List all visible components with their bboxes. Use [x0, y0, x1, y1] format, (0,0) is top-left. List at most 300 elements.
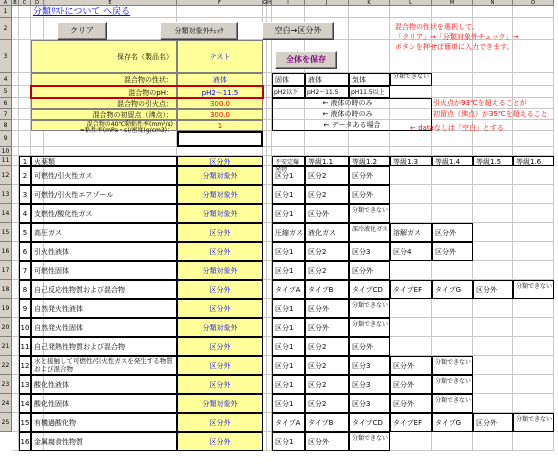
row-header[interactable]: 5	[0, 86, 12, 98]
grid-cell[interactable]	[19, 18, 31, 40]
mixture-state-value[interactable]: 液体	[177, 73, 263, 86]
grid-cell[interactable]	[12, 204, 19, 223]
state-option[interactable]: 分類できない	[390, 73, 432, 86]
hazard-name: 自己反応性物質および混合物	[31, 280, 177, 299]
instruction-note: ボタンを押せば簡単に入力できます。	[395, 43, 514, 51]
grid-cell[interactable]	[432, 299, 473, 318]
grid-cell[interactable]	[12, 356, 19, 375]
classification-option[interactable]: 区分1	[272, 356, 305, 375]
grid-cell[interactable]	[473, 86, 513, 98]
grid-cell[interactable]	[12, 73, 19, 86]
grid-cell[interactable]	[473, 299, 513, 318]
grid-cell[interactable]	[473, 147, 513, 156]
classification-result[interactable]: 区分外	[177, 156, 263, 166]
classification-option[interactable]: 圧縮ガス	[272, 223, 305, 242]
grid-cell[interactable]	[513, 223, 554, 242]
classification-option[interactable]: 区分4	[390, 242, 432, 261]
grid-cell[interactable]	[12, 109, 19, 120]
grid-cell[interactable]	[513, 73, 554, 86]
grid-cell[interactable]	[12, 166, 19, 185]
classification-option[interactable]: 区分外	[349, 261, 390, 280]
grid-cell[interactable]	[473, 318, 513, 337]
hazard-name: 可燃性固体	[31, 261, 177, 280]
state-option[interactable]: 気体	[349, 73, 390, 86]
classification-option[interactable]: 等級1.5	[473, 156, 513, 166]
state-option[interactable]: 固体	[272, 73, 305, 86]
grid-cell[interactable]	[12, 432, 19, 451]
grid-cell[interactable]	[432, 6, 473, 18]
grid-cell[interactable]	[432, 185, 473, 204]
product-name-label: 保存名（製品名）	[31, 40, 177, 73]
grid-cell[interactable]	[12, 375, 19, 394]
row-header[interactable]: 10	[0, 147, 12, 156]
classification-option[interactable]: 等級1.2	[349, 156, 390, 166]
row-header[interactable]: 11	[0, 156, 12, 166]
row-header[interactable]: 16	[0, 242, 12, 261]
hazard-name: 酸化性固体	[31, 394, 177, 413]
classification-option[interactable]: 区分1	[272, 185, 305, 204]
row-header[interactable]: 1	[0, 6, 12, 18]
grid-cell[interactable]	[390, 6, 432, 18]
grid-cell[interactable]	[19, 147, 31, 156]
column-header[interactable]: M	[432, 0, 473, 6]
row-number-cell: 1	[19, 156, 31, 166]
classification-option[interactable]: 区分2	[305, 356, 349, 375]
grid-cell[interactable]	[432, 166, 473, 185]
grid-cell[interactable]	[473, 204, 513, 223]
grid-cell[interactable]	[390, 166, 432, 185]
state-option[interactable]: 液体	[305, 73, 349, 86]
row-number-cell: 15	[19, 413, 31, 432]
classification-option[interactable]: 区分2	[305, 337, 349, 356]
classification-option[interactable]: 区分外	[390, 375, 432, 394]
grid-cell[interactable]	[432, 86, 473, 98]
classification-option[interactable]: 区分2	[305, 394, 349, 413]
row-header[interactable]: 15	[0, 223, 12, 242]
classification-result[interactable]: 分類対象外	[177, 318, 263, 337]
viscosity-label-line2: =粘性率(mPa・s)/密度(g/cm3)：	[79, 127, 173, 135]
flash-point-value[interactable]: 300.0	[177, 98, 263, 109]
classification-option[interactable]: 区分外	[349, 166, 390, 185]
side-note-boil: 初留点（沸点）が35℃を超えること	[433, 110, 548, 118]
side-note-blank: ← dataなしは「空白」とする	[410, 124, 504, 132]
classification-option[interactable]: タイプB	[305, 280, 349, 299]
classification-option[interactable]: 分類できない	[349, 204, 390, 223]
classification-option[interactable]: 区分2	[305, 242, 349, 261]
save-all-button[interactable]: 全体を保存	[275, 51, 337, 69]
classification-option[interactable]: 区分2	[305, 185, 349, 204]
grid-cell[interactable]	[473, 394, 513, 413]
row-header[interactable]: 2	[0, 18, 12, 40]
classification-option[interactable]: 等級1.3	[390, 156, 432, 166]
classification-option[interactable]: 区分3	[349, 394, 390, 413]
classification-option[interactable]: 区分2	[305, 261, 349, 280]
row-header[interactable]: 14	[0, 204, 12, 223]
hazard-name: 酸化性液体	[31, 375, 177, 394]
classification-option[interactable]: 分類できない	[432, 394, 473, 413]
boiling-point-label: 混合物の初留点（沸点）：	[31, 109, 177, 120]
hazard-name: 火薬類	[31, 156, 177, 166]
classification-result[interactable]: 区分外	[177, 280, 263, 299]
classification-option[interactable]: タイプCD	[349, 413, 390, 432]
ph-highlight-frame	[30, 85, 264, 99]
grid-cell[interactable]	[432, 432, 473, 451]
column-header[interactable]: H	[267, 0, 271, 6]
classification-option[interactable]: 区分外	[473, 280, 513, 299]
grid-cell[interactable]	[390, 86, 432, 98]
column-header[interactable]: O	[513, 0, 554, 6]
mixture-ph-value[interactable]: pH2～11.5	[177, 86, 263, 98]
classification-option[interactable]: 区分1	[272, 375, 305, 394]
grid-cell[interactable]	[390, 204, 432, 223]
row-number-cell: 13	[19, 375, 31, 394]
classification-option[interactable]: 区分外	[349, 185, 390, 204]
row-number-cell: 11	[19, 337, 31, 356]
grid-cell[interactable]	[513, 432, 554, 451]
back-link[interactable]: 分類ﾘｽﾄについて へ戻る	[33, 7, 131, 17]
grid-cell[interactable]	[513, 375, 554, 394]
flash-note: ← 液体の時のみ	[322, 99, 373, 107]
mixture-state-label: 混合物の性状：	[31, 73, 177, 86]
classification-option[interactable]: 区分1	[272, 242, 305, 261]
hazard-name: 可燃性/引火性ガス	[31, 166, 177, 185]
classification-option[interactable]: 不安定爆発物	[272, 156, 305, 166]
row-number-cell: 10	[19, 318, 31, 337]
hazard-name: 金属腐食性物質	[31, 432, 177, 451]
classification-option[interactable]: 区分3	[349, 356, 390, 375]
classification-result[interactable]: 分類対象外	[177, 185, 263, 204]
classification-option[interactable]: 区分1	[272, 318, 305, 337]
grid-cell[interactable]	[432, 204, 473, 223]
classification-option[interactable]: タイプEF	[390, 413, 432, 432]
grid-cell[interactable]	[305, 131, 349, 147]
product-name-value[interactable]: テスト	[177, 40, 263, 73]
side-note-flash: 引火点が93℃を超えることが	[433, 99, 527, 107]
classification-option[interactable]: 区分外	[305, 299, 349, 318]
grid-cell[interactable]	[31, 18, 44, 40]
ph-option[interactable]: pH2以下	[272, 86, 305, 98]
boil-note: ← 液体の時のみ	[322, 110, 373, 118]
grid-cell[interactable]	[272, 131, 305, 147]
grid-cell[interactable]	[513, 261, 554, 280]
grid-cell[interactable]	[390, 337, 432, 356]
classification-result[interactable]: 区分外	[177, 432, 263, 451]
grid-cell[interactable]	[513, 204, 554, 223]
grid-cell[interactable]	[305, 6, 349, 18]
grid-cell[interactable]	[349, 147, 390, 156]
row-header[interactable]: 18	[0, 280, 12, 299]
grid-cell[interactable]	[473, 185, 513, 204]
grid-cell[interactable]	[12, 223, 19, 242]
grid-cell[interactable]	[390, 299, 432, 318]
grid-cell[interactable]	[305, 147, 349, 156]
flash-point-label: 混合物の引火点：	[31, 98, 177, 109]
grid-cell[interactable]	[390, 185, 432, 204]
classification-result[interactable]: 分類対象外	[177, 166, 263, 185]
classification-option[interactable]: 区分1	[272, 204, 305, 223]
grid-cell[interactable]	[390, 261, 432, 280]
classification-option[interactable]: 液化ガス	[305, 223, 349, 242]
row-number-cell: 9	[19, 299, 31, 318]
row-number-cell: 8	[19, 280, 31, 299]
grid-cell[interactable]	[12, 299, 19, 318]
classification-result[interactable]: 区分外	[177, 223, 263, 242]
classification-option[interactable]: 等級1.1	[305, 156, 349, 166]
active-cell[interactable]	[177, 131, 263, 147]
classification-option[interactable]: タイプEF	[390, 280, 432, 299]
row-header[interactable]: 7	[0, 109, 12, 120]
column-header[interactable]: I	[272, 0, 305, 6]
column-header[interactable]: B	[12, 0, 19, 6]
column-header[interactable]: N	[473, 0, 513, 6]
classification-result[interactable]: 区分外	[177, 337, 263, 356]
row-header[interactable]: 24	[0, 394, 12, 413]
classification-option[interactable]: 分類できない	[349, 432, 390, 451]
classification-option[interactable]: 区分3	[349, 375, 390, 394]
check-button[interactable]: 分類対象外ﾁｪｯｸ	[160, 22, 238, 40]
instruction-note: 「クリア」→「分類対象外チェック」→	[395, 33, 519, 41]
hazard-name: 有機過酸化物	[31, 413, 177, 432]
grid-cell[interactable]	[513, 356, 554, 375]
classification-result[interactable]: 区分外	[177, 356, 263, 375]
viscosity-label-line1: 混合物の40℃動粘性率(mm²/s)	[86, 121, 173, 128]
column-header[interactable]: F	[177, 0, 263, 6]
hazard-name: 自然発火性固体	[31, 318, 177, 337]
row-header[interactable]: 9	[0, 131, 12, 147]
column-header[interactable]: D	[31, 0, 44, 6]
row-header[interactable]: 19	[0, 299, 12, 318]
grid-cell[interactable]	[513, 147, 554, 156]
grid-cell[interactable]	[272, 147, 305, 156]
clear-button[interactable]: クリア	[57, 22, 107, 40]
grid-cell[interactable]	[513, 185, 554, 204]
classification-option[interactable]: 等級1.4	[432, 156, 473, 166]
grid-cell[interactable]	[513, 86, 554, 98]
row-number-cell: 6	[19, 242, 31, 261]
grid-cell[interactable]	[12, 413, 19, 432]
grid-cell[interactable]	[272, 6, 305, 18]
classification-result[interactable]: 分類対象外	[177, 261, 263, 280]
classification-option[interactable]: 分類できない	[513, 413, 554, 432]
classification-option[interactable]: 区分1	[272, 337, 305, 356]
classification-option[interactable]: 溶解ガス	[390, 223, 432, 242]
column-header[interactable]: G	[263, 0, 267, 6]
classification-option[interactable]: 区分外	[305, 204, 349, 223]
grid-cell[interactable]	[473, 261, 513, 280]
hazard-name: 自然発火性液体	[31, 299, 177, 318]
classification-option[interactable]: 区分1	[272, 432, 305, 451]
hazard-name: 水と接触して可燃性/引火性ガスを発生する物質および混合物	[31, 356, 177, 375]
grid-cell[interactable]	[12, 18, 19, 40]
classification-option[interactable]: 区分3	[349, 242, 390, 261]
classification-option[interactable]: 分類できない	[513, 280, 554, 299]
column-header[interactable]: C	[19, 0, 31, 6]
classification-option[interactable]: 区分1	[272, 299, 305, 318]
boiling-point-value[interactable]: 300.0	[177, 109, 263, 120]
grid-cell[interactable]	[19, 109, 31, 120]
column-header[interactable]: K	[349, 0, 390, 6]
grid-cell[interactable]	[473, 242, 513, 261]
grid-cell[interactable]	[513, 166, 554, 185]
classification-option[interactable]: タイプA	[272, 280, 305, 299]
grid-cell[interactable]	[390, 147, 432, 156]
classification-option[interactable]: 区分外	[390, 394, 432, 413]
classification-option[interactable]: 区分外	[305, 318, 349, 337]
grid-cell[interactable]	[513, 299, 554, 318]
hazard-name: 引火性液体	[31, 242, 177, 261]
grid-cell[interactable]	[473, 166, 513, 185]
grid-cell[interactable]	[12, 337, 19, 356]
classification-option[interactable]: 区分外	[473, 413, 513, 432]
grid-cell[interactable]	[390, 432, 432, 451]
grid-cell[interactable]	[473, 337, 513, 356]
hazard-name: 自己発熱性物質および混合物	[31, 337, 177, 356]
grid-cell[interactable]	[44, 147, 177, 156]
grid-cell[interactable]	[12, 86, 19, 98]
grid-cell[interactable]	[349, 40, 390, 73]
classification-result[interactable]: 分類対象外	[177, 394, 263, 413]
data-note: ← データある場合	[323, 121, 381, 129]
column-header[interactable]: E	[44, 0, 177, 6]
ph-option[interactable]: pH11.5以上	[349, 86, 390, 98]
row-header[interactable]: 12	[0, 166, 12, 185]
grid-cell[interactable]	[12, 394, 19, 413]
reference-box	[272, 98, 432, 131]
row-header[interactable]: 20	[0, 318, 12, 337]
classification-option[interactable]: 区分外	[432, 223, 473, 242]
row-header[interactable]: 4	[0, 73, 12, 86]
grid-cell[interactable]	[19, 131, 31, 147]
grid-cell[interactable]	[390, 318, 432, 337]
grid-cell[interactable]	[513, 242, 554, 261]
classification-option[interactable]: 区分外	[349, 337, 390, 356]
grid-cell[interactable]	[19, 40, 31, 73]
grid-cell[interactable]	[12, 120, 19, 131]
grid-cell[interactable]	[177, 147, 263, 156]
grid-cell[interactable]	[349, 18, 390, 40]
classification-option[interactable]: 区分2	[305, 166, 349, 185]
classification-option[interactable]: タイプB	[305, 413, 349, 432]
hazard-name: 可燃性/引火性エアゾール	[31, 185, 177, 204]
hazard-name: 高圧ガス	[31, 223, 177, 242]
row-header[interactable]: 22	[0, 356, 12, 375]
mixture-ph-label: 混合物のpH：	[31, 86, 177, 98]
row-header[interactable]: 23	[0, 375, 12, 394]
row-number-cell: 7	[19, 261, 31, 280]
ph-option[interactable]: pH2～11.5	[305, 86, 349, 98]
grid-cell[interactable]	[19, 98, 31, 109]
viscosity-label	[31, 120, 177, 135]
row-number-cell: 5	[19, 223, 31, 242]
grid-cell[interactable]	[473, 375, 513, 394]
grid-cell[interactable]	[19, 6, 31, 18]
grid-cell[interactable]	[12, 147, 19, 156]
grid-cell[interactable]	[349, 131, 390, 147]
row-header[interactable]: 21	[0, 337, 12, 356]
row-number-cell: 12	[19, 356, 31, 375]
column-header[interactable]: A	[0, 0, 12, 6]
grid-cell[interactable]	[473, 356, 513, 375]
grid-cell[interactable]	[12, 98, 19, 109]
grid-cell[interactable]	[12, 280, 19, 299]
grid-cell[interactable]	[432, 73, 473, 86]
classification-option[interactable]: タイプG	[432, 413, 473, 432]
classification-option[interactable]: 区分1	[272, 261, 305, 280]
grid-cell[interactable]	[12, 6, 19, 18]
classification-option[interactable]: 区分外	[305, 432, 349, 451]
grid-cell[interactable]	[12, 40, 19, 73]
grid-cell[interactable]	[513, 394, 554, 413]
classification-result[interactable]: 区分外	[177, 413, 263, 432]
classification-option[interactable]: タイプA	[272, 413, 305, 432]
classification-option[interactable]: タイプG	[432, 280, 473, 299]
grid-cell[interactable]	[432, 261, 473, 280]
classification-option[interactable]: 区分1	[272, 166, 305, 185]
column-header[interactable]: J	[305, 0, 349, 6]
grid-cell[interactable]	[432, 337, 473, 356]
row-number-cell: 3	[19, 185, 31, 204]
grid-cell[interactable]	[473, 432, 513, 451]
row-header[interactable]: 8	[0, 120, 12, 131]
grid-cell[interactable]	[432, 318, 473, 337]
row-number-cell: 4	[19, 204, 31, 223]
grid-cell[interactable]	[513, 318, 554, 337]
grid-cell[interactable]	[31, 147, 44, 156]
row-header[interactable]: 3	[0, 40, 12, 73]
classification-option[interactable]: 分類できない	[432, 356, 473, 375]
grid-cell[interactable]	[513, 6, 554, 18]
row-header[interactable]: 25	[0, 413, 12, 432]
grid-cell[interactable]	[473, 73, 513, 86]
grid-cell[interactable]	[513, 337, 554, 356]
row-header[interactable]: 13	[0, 185, 12, 204]
grid-cell[interactable]	[12, 185, 19, 204]
classification-option[interactable]: 区分2	[305, 375, 349, 394]
grid-cell[interactable]	[12, 131, 19, 147]
classification-result[interactable]: 分類対象外	[177, 204, 263, 223]
classification-option[interactable]: 区分1	[272, 394, 305, 413]
classification-option[interactable]: 分類できない	[349, 318, 390, 337]
grid-cell[interactable]	[12, 242, 19, 261]
grid-cell[interactable]	[12, 261, 19, 280]
classification-result[interactable]: 区分外	[177, 242, 263, 261]
classification-option[interactable]: 分類できない	[432, 375, 473, 394]
row-header[interactable]: 17	[0, 261, 12, 280]
classification-option[interactable]: 区分外	[390, 356, 432, 375]
classification-option[interactable]: 分類できない	[349, 299, 390, 318]
instruction-note: 混合物の性状を選択して、	[395, 23, 479, 31]
classification-option[interactable]: 等級1.6	[513, 156, 554, 166]
grid-cell[interactable]	[473, 223, 513, 242]
classification-result[interactable]: 区分外	[177, 299, 263, 318]
column-header[interactable]: L	[390, 0, 432, 6]
classification-option[interactable]: タイプCD	[349, 280, 390, 299]
grid-cell[interactable]	[19, 120, 31, 131]
grid-cell[interactable]	[12, 318, 19, 337]
row-header[interactable]: 6	[0, 98, 12, 109]
row-number-cell: 2	[19, 166, 31, 185]
blank-to-outside-button[interactable]: 空白→区分外	[262, 22, 334, 40]
grid-cell[interactable]	[12, 156, 19, 166]
viscosity-value[interactable]: 1	[177, 120, 263, 131]
grid-cell[interactable]	[349, 6, 390, 18]
classification-option[interactable]: 区分外	[432, 242, 473, 261]
grid-cell[interactable]	[473, 6, 513, 18]
classification-result[interactable]: 区分外	[177, 375, 263, 394]
classification-option[interactable]: 深冷液化ガス	[349, 223, 390, 242]
grid-cell[interactable]	[432, 147, 473, 156]
hazard-name: 支燃性/酸化性ガス	[31, 204, 177, 223]
